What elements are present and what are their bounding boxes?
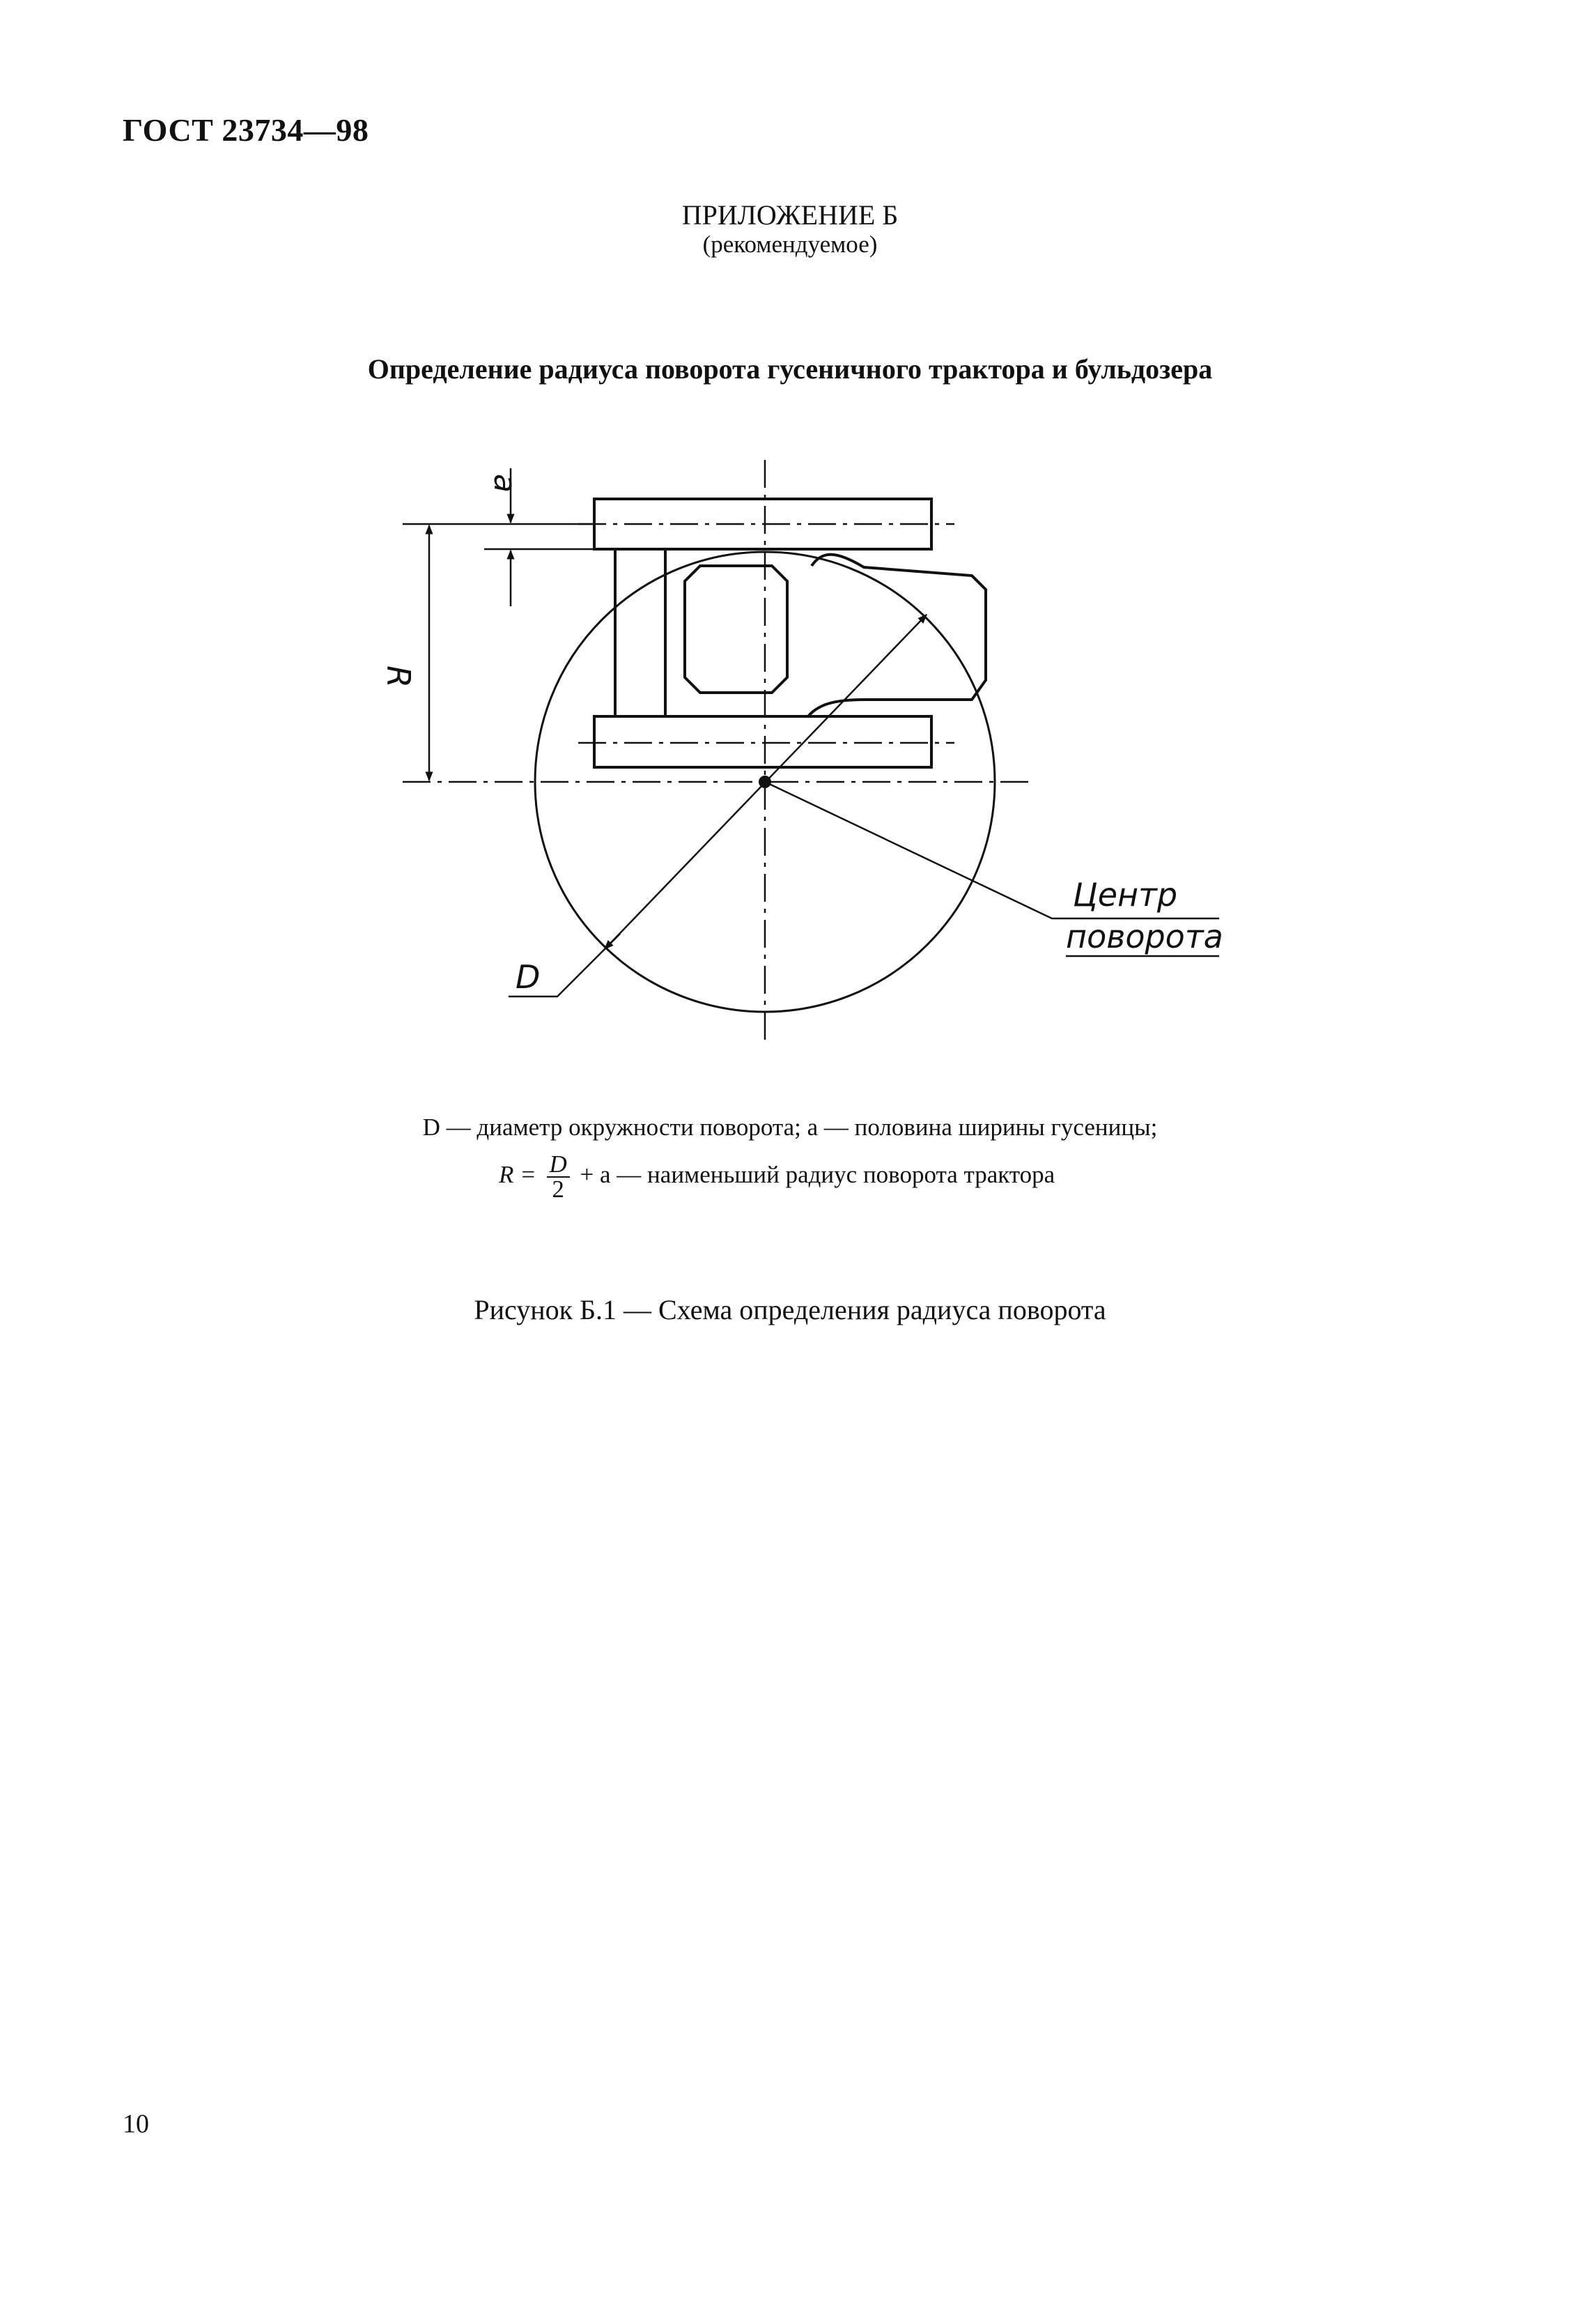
label-a: a (487, 474, 522, 493)
formula-rest: + a — наименьший радиус поворота трактора (580, 1161, 1055, 1189)
tractor-hood (808, 555, 986, 716)
figure-caption: Рисунок Б.1 — Схема определения радиуса поворота (474, 1294, 1106, 1325)
center-label-line2: поворота (1066, 918, 1223, 955)
legend-definitions: D — диаметр окружности поворота; a — половина ширины гусеницы; (422, 1114, 1158, 1141)
formula-lhs: R = (499, 1161, 536, 1189)
tractor-cab (685, 566, 787, 693)
center-label-line1: Центр (1073, 876, 1178, 914)
document-id: ГОСТ 23734—98 (123, 112, 369, 148)
section-title: Определение радиуса поворота гусеничного трактора и бульдозера (367, 353, 1213, 385)
formula-denominator: 2 (552, 1176, 564, 1203)
page-number: 10 (123, 2109, 149, 2139)
turning-radius-diagram (0, 0, 1580, 1087)
annex-title: ПРИЛОЖЕНИЕ Б (681, 199, 899, 231)
formula-numerator: D (547, 1153, 570, 1178)
formula-fraction (547, 1153, 570, 1201)
radius-formula (499, 1153, 1055, 1201)
lower-track (594, 716, 931, 767)
label-R: R (380, 665, 417, 688)
annex-subtitle: (рекомендуемое) (702, 231, 878, 258)
turning-center-point (759, 776, 771, 788)
label-D: D (516, 958, 541, 996)
